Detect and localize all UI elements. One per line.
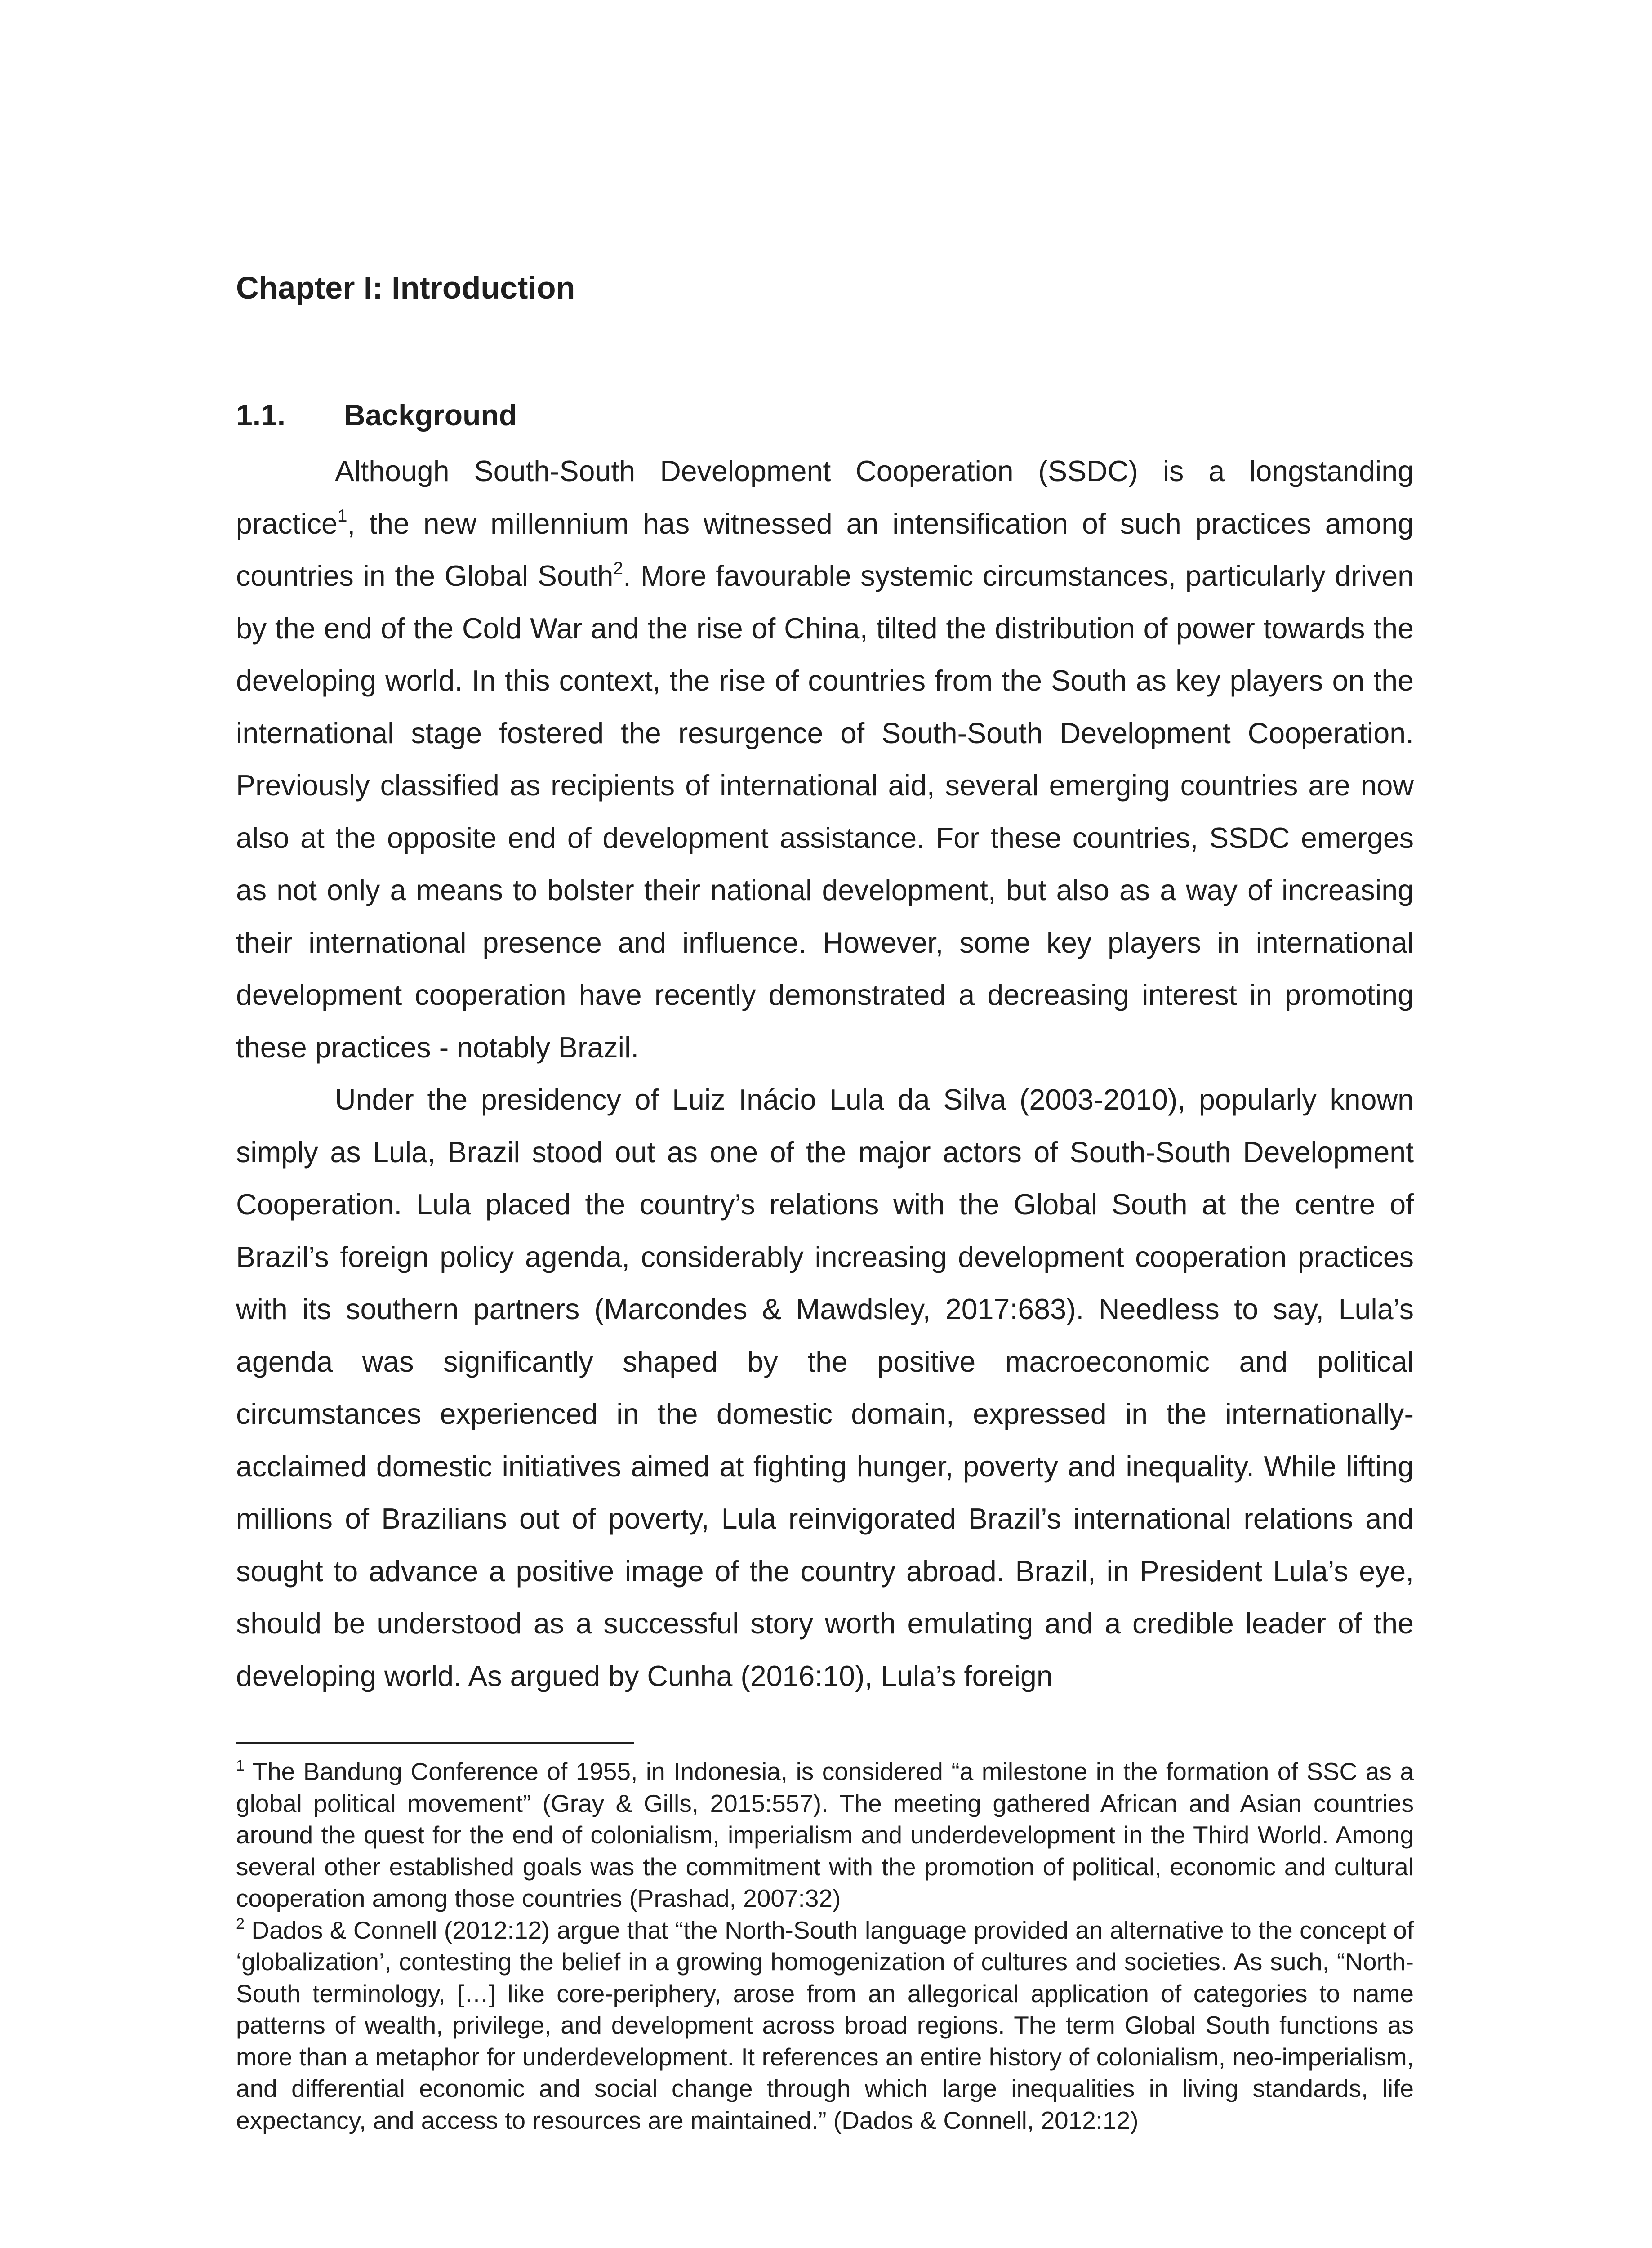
body-text [236, 445, 1414, 1702]
footnote-reference: 1 [337, 506, 347, 526]
chapter-title: Chapter I: Introduction [236, 270, 575, 305]
footnote-marker: 2 [236, 1915, 245, 1933]
footnotes [236, 1756, 1414, 2136]
section-number: 1.1. [236, 398, 286, 432]
paragraph-text: , the new millennium has witnessed an intensification of such practices among countries in the Global South [236, 507, 1414, 592]
paragraph: Under the presidency of Luiz Inácio Lula da Silva (2003-2010), popularly known simply as Lula, Brazil stood out as one of the major actors of South-South Development Cooperation. Lula placed the country’s relations with the Global South at the centre of Brazil’s foreign policy agenda, considerably increasing development cooperation practices with its southern partners (Marcondes & Mawdsley, 2017:683). Needless to say, Lula’s agenda was significantly shaped by the positive macroeconomic and political circumstances experienced in the domestic domain, expressed in the internationally-acclaimed domestic initiatives aimed at fighting hunger, poverty and inequality. While lifting millions of Brazilians out of poverty, Lula reinvigorated Brazil’s international relations and sought to advance a positive image of the country abroad. Brazil, in President Lula’s eye, should be understood as a successful story worth emulating and a credible leader of the developing world. As argued by Cunha (2016:10), Lula’s foreign [236, 1084, 1414, 1692]
footnote-reference: 2 [613, 558, 623, 578]
footnote-marker: 1 [236, 1757, 245, 1774]
footnote [236, 1756, 1414, 1914]
paragraph-text: Although South-South Development Cooperation (SSDC) is a longstanding practice [236, 455, 1414, 540]
footnote-separator [236, 1742, 634, 1744]
paragraph-text: . More favourable systemic circumstances, particularly driven by the end of the Cold War and the rise of China, tilted the distribution of power towards the developing world. In this context, the rise of countries from the South as key players on the international stage fostered the resurgence of South-South Development Cooperation. Previously classified as recipients of international aid, several emerging countries are now also at the opposite end of development assistance. For these countries, SSDC emerges as not only a means to bolster their national development, but also as a way of increasing their international presence and influence. However, some key players in international development cooperation have recently demonstrated a decreasing interest in promoting these practices - notably Brazil. [236, 560, 1414, 1064]
section-heading [236, 400, 517, 430]
section-title: Background [344, 398, 517, 432]
paragraph [236, 445, 1414, 1074]
footnote [236, 1914, 1414, 2136]
footnote-text: Dados & Connell (2012:12) argue that “the North-South language provided an alternative to the concept of ‘globalization’, contesting the belief in a growing homogenization of cultures and societies. As such, “North-South terminology, […] like core-periphery, arose from an allegorical application of categories to name patterns of wealth, privilege, and development across broad regions. The term Global South functions as more than a metaphor for underdevelopment. It references an entire history of colonialism, neo-imperialism, and differential economic and social change through which large inequalities in living standards, life expectancy, and access to resources are maintained.” (Dados & Connell, 2012:12) [236, 1916, 1414, 2134]
footnote-text: The Bandung Conference of 1955, in Indonesia, is considered “a milestone in the formation of SSC as a global political movement” (Gray & Gills, 2015:557). The meeting gathered African and Asian countries around the quest for the end of colonialism, imperialism and underdevelopment in the Third World. Among several other established goals was the commitment with the promotion of political, economic and cultural cooperation among those countries (Prashad, 2007:32) [236, 1757, 1414, 1912]
